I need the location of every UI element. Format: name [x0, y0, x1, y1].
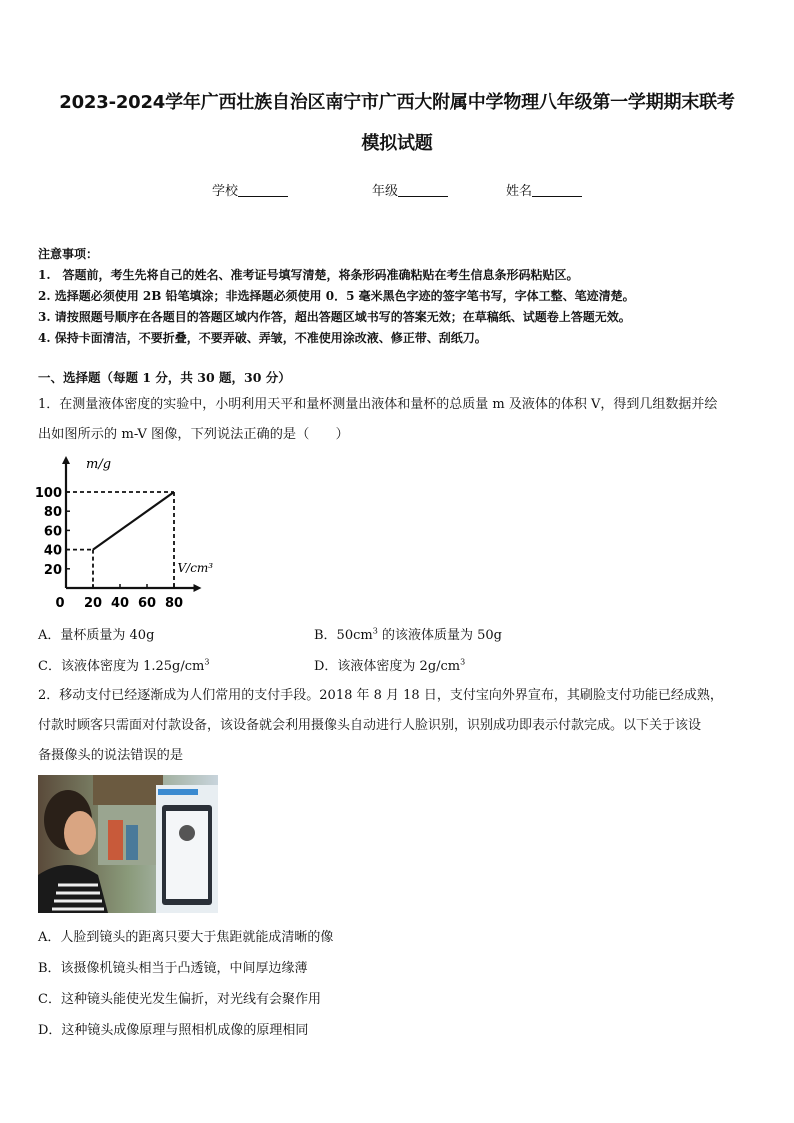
x-tick-label: 20 — [83, 596, 103, 611]
q1-option-c-text: C．该液体密度为 1.25g/cm — [38, 659, 205, 674]
q1-option-d-text: D．该液体密度为 2g/cm — [314, 659, 461, 674]
superscript: 3 — [460, 657, 466, 667]
q2-option-b[interactable]: B．该摄像机镜头相当于凸透镜，中间厚边缘薄 — [38, 961, 308, 976]
superscript: 3 — [372, 626, 378, 636]
x-tick-label: 80 — [164, 596, 184, 611]
q1-line2: 出如图所示的 m-V 图像，下列说法正确的是（ ） — [38, 427, 349, 442]
x-axis-label: V/cm³ — [177, 561, 214, 575]
x-tick-label: 60 — [137, 596, 157, 611]
chart-layer — [35, 456, 213, 611]
name-blank[interactable] — [532, 183, 582, 197]
x-axis-arrow — [194, 584, 202, 592]
school-label: 学校 — [212, 184, 239, 199]
name-label: 姓名 — [506, 184, 533, 199]
y-tick-label: 80 — [43, 505, 62, 521]
q2-option-d[interactable]: D．这种镜头成像原理与照相机成像的原理相同 — [38, 1023, 309, 1038]
exam-title-line1: 2023-2024学年广西壮族自治区南宁市广西大附属中学物理八年级第一学期期末联考 — [59, 92, 735, 113]
school-field — [212, 180, 288, 199]
q2-option-c[interactable]: C．这种镜头能使光发生偏折，对光线有会聚作用 — [38, 992, 321, 1007]
origin-label: 0 — [55, 596, 65, 611]
note-item: 4. 保持卡面清洁，不要折叠，不要弄破、弄皱，不准使用涂改液、修正带、刮纸刀。 — [38, 331, 487, 345]
q2-line2: 付款时顾客只需面对付款设备，该设备就会利用摄像头自动进行人脸识别，识别成功即表示付款完成。以下关于该设 — [38, 718, 702, 733]
school-blank[interactable] — [238, 183, 288, 197]
section-heading: 一、选择题（每题 1 分，共 30 题，30 分） — [38, 370, 291, 385]
y-tick-label: 100 — [34, 486, 62, 501]
y-tick-label: 40 — [43, 543, 62, 559]
q2-line1: 2．移动支付已经逐渐成为人们常用的支付手段。2018 年 8 月 18 日，支付宝向外界宣布，其刷脸支付功能已经成熟， — [38, 688, 723, 703]
notes-title: 注意事项： — [38, 247, 99, 261]
face-payment-photo — [38, 775, 218, 913]
y-axis-arrow — [62, 456, 70, 464]
q2-line3: 备摄像头的说法错误的是 — [38, 748, 184, 763]
q1-option-c[interactable] — [38, 655, 209, 674]
x-tick-label: 40 — [110, 596, 130, 611]
grade-field — [372, 180, 448, 199]
q2-option-a[interactable]: A．人脸到镜头的距离只要大于焦距就能成清晰的像 — [38, 930, 334, 945]
q1-option-b[interactable] — [314, 624, 502, 643]
y-tick-label: 60 — [43, 524, 62, 540]
grade-blank[interactable] — [398, 183, 448, 197]
q1-option-d[interactable] — [314, 655, 465, 674]
exam-title-line2: 模拟试题 — [361, 133, 433, 154]
grade-label: 年级 — [372, 184, 399, 199]
q1-option-b-text2: 的该液体质量为 50g — [377, 628, 502, 643]
superscript: 3 — [204, 657, 210, 667]
q1-option-b-text: B．50cm — [314, 628, 373, 643]
note-item: 3. 请按照题号顺序在各题目的答题区域内作答，超出答题区域书写的答案无效；在草稿纸、试题卷上答题无效。 — [38, 310, 631, 324]
q1-line1: 1．在测量液体密度的实验中，小明利用天平和量杯测量出液体和量杯的总质量 m 及液体的体积 V，得到几组数据并绘 — [38, 397, 718, 412]
y-tick-label: 20 — [43, 562, 62, 578]
note-item: 1. 答题前，考生先将自己的姓名、准考证号填写清楚，将条形码准确粘贴在考生信息条形码粘贴区。 — [38, 268, 579, 282]
data-line — [93, 492, 174, 550]
name-field — [506, 180, 582, 199]
note-item: 2. 选择题必须使用 2B 铅笔填涂；非选择题必须使用 0．5 毫米黑色字迹的签字笔书写，字体工整、笔迹清楚。 — [38, 289, 635, 303]
y-axis-label: m/g — [86, 457, 112, 472]
mv-chart — [34, 452, 278, 612]
q1-option-a[interactable]: A．量杯质量为 40g — [38, 628, 155, 643]
